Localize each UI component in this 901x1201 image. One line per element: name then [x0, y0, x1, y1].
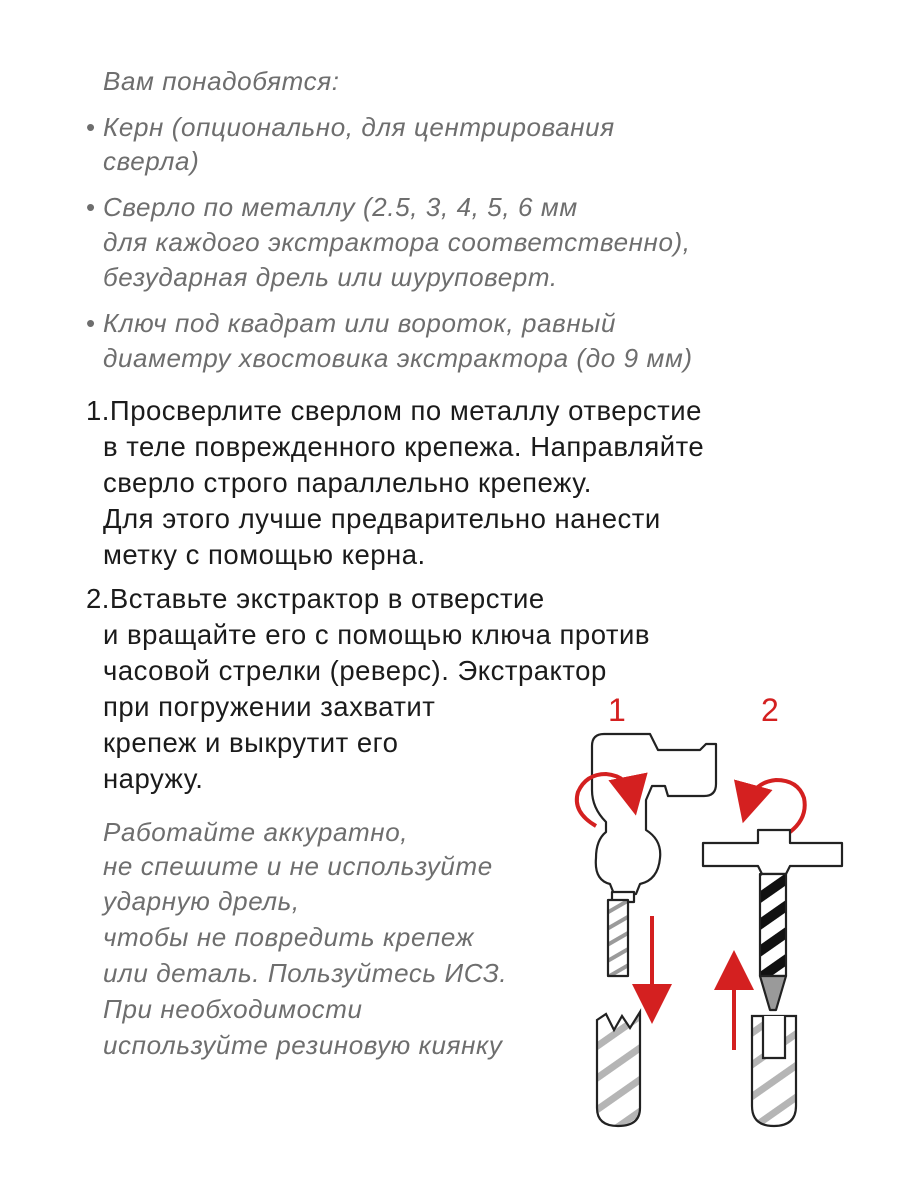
bullet-dot: •: [86, 192, 96, 222]
step-2-line-2: и вращайте его с помощью ключа против: [103, 619, 650, 650]
warning-line-6: При необходимости: [103, 994, 363, 1024]
bullet-dot: •: [86, 308, 96, 338]
step-2-line-3: часовой стрелки (реверс). Экстрактор: [103, 655, 607, 686]
broken-bolt-figure: [597, 1012, 640, 1126]
warning-line-7: используйте резиновую киянку: [103, 1030, 503, 1060]
warning-line-3: ударную дрель,: [103, 886, 300, 916]
illustration-label-1: 1: [608, 692, 626, 728]
step-1-line-3: сверло строго параллельно крепежу.: [103, 467, 592, 498]
step-2-line-5: крепеж и выкрутит его: [103, 727, 399, 758]
step-1-line-1: 1.Просверлите сверлом по металлу отверстие: [86, 395, 702, 426]
illustration-label-2: 2: [761, 692, 779, 728]
rotation-arrow-icon: [748, 780, 805, 832]
needs-item-2-line-1: Сверло по металлу (2.5, 3, 4, 5, 6 мм: [103, 192, 578, 222]
step-2-line-6: наружу.: [103, 763, 204, 794]
needs-item-3-line-1: Ключ под квадрат или вороток, равный: [103, 308, 617, 338]
needs-item-3-line-2: диаметру хвостовика экстрактора (до 9 мм): [103, 343, 693, 373]
needs-item-2-line-3: безударная дрель или шуруповерт.: [103, 262, 558, 292]
drilled-bolt-figure: [752, 1016, 796, 1126]
step-2-line-1: 2.Вставьте экстрактор в отверстие: [86, 583, 545, 614]
warning-line-4: чтобы не повредить крепеж: [103, 922, 475, 952]
warning-line-1: Работайте аккуратно,: [103, 817, 409, 847]
step-1-line-5: метку с помощью керна.: [103, 539, 426, 570]
needs-heading: Вам понадобятся:: [103, 66, 340, 96]
needs-item-1-line-1: Керн (опционально, для центрирования: [103, 112, 615, 142]
needs-item-1-line-2: сверла): [103, 146, 200, 176]
warning-line-5: или деталь. Пользуйтесь ИСЗ.: [103, 958, 508, 988]
step-1-line-4: Для этого лучше предварительно нанести: [103, 503, 661, 534]
needs-item-2-line-2: для каждого экстрактора соответственно),: [103, 227, 691, 257]
warning-line-2: не спешите и не используйте: [103, 851, 493, 881]
extractor-figure: [703, 830, 842, 1010]
step-1-line-2: в теле поврежденного крепежа. Направляйте: [103, 431, 705, 462]
bullet-dot: •: [86, 112, 96, 142]
step-2-line-4: при погружении захватит: [103, 691, 436, 722]
